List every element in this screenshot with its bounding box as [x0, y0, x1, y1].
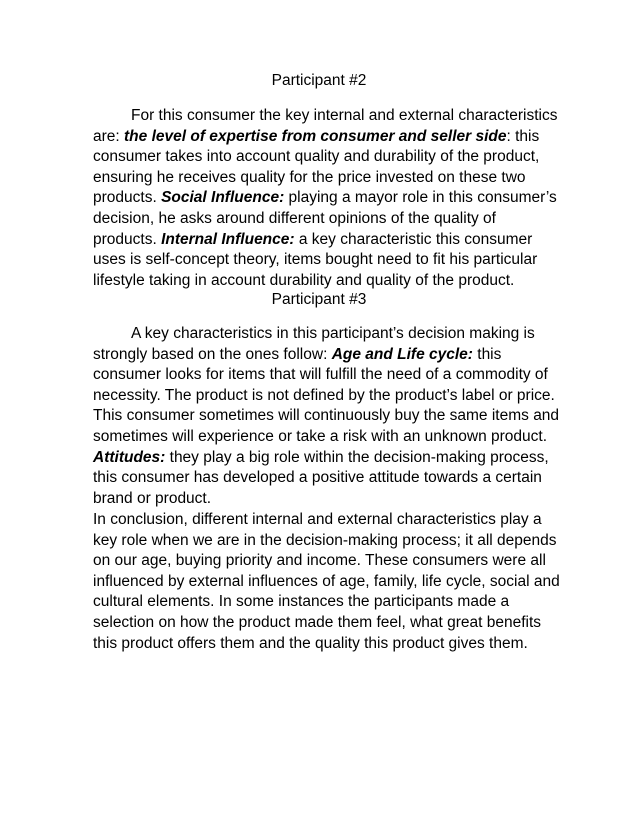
participant-3-heading: Participant #3: [271, 291, 367, 308]
participant-3-text-2: this consumer looks for items that will fulfill the need of a commodity of necessity. The product is not defined by the product’s label or price. This consumer sometimes will continuously buy the same items and sometimes will experience or take a risk with an unknown product.: [93, 345, 560, 445]
participant-2-text-1: For this consumer the key internal and external characteristics are:: [93, 107, 558, 145]
participant-2-heading: Participant #2: [271, 72, 367, 89]
participant-3-emphasis-attitudes: Attitudes:: [93, 448, 166, 466]
participant-3-emphasis-age-life-cycle: Age and Life cycle:: [331, 345, 473, 363]
participant-2-emphasis-internal-influence: Internal Influence:: [161, 230, 295, 248]
conclusion-paragraph: In conclusion, different internal and external characteristics play a key role when we are in the decision-making process; it all depends on our age, buying priority and income. These consumers were all influenced by external influences of age, family, life cycle, social and cultural elements. In some instances the participants made a selection on how the product made them feel, what great benefits this product offers them and the quality this product gives them.: [93, 511, 560, 652]
participant-2-emphasis-expertise: the level of expertise from consumer and seller side: [124, 127, 507, 145]
participant-2-text-4: a key characteristic this consumer uses is self-concept theory, items bought need to fit his particular lifestyle taking in account durability and quality of the product.: [93, 230, 538, 289]
participant-3-paragraph: [93, 324, 563, 509]
participant-2-text-3: playing a mayor role in this consumer’s decision, he asks around different opinions of the quality of products.: [93, 189, 557, 248]
participant-2-text-2: : this consumer takes into account quality and durability of the product, ensuring he receives quality for the price invested on these two products.: [93, 127, 540, 207]
participant-2-paragraph: [93, 106, 563, 291]
participant-3-text-3: they play a big role within the decision-making process, this consumer has developed a positive attitude towards a certain brand or product.: [93, 448, 549, 507]
participant-2-emphasis-social-influence: Social Influence:: [161, 189, 285, 207]
participant-3-text-1: A key characteristics in this participant’s decision making is strongly based on the ones follow:: [93, 325, 535, 363]
